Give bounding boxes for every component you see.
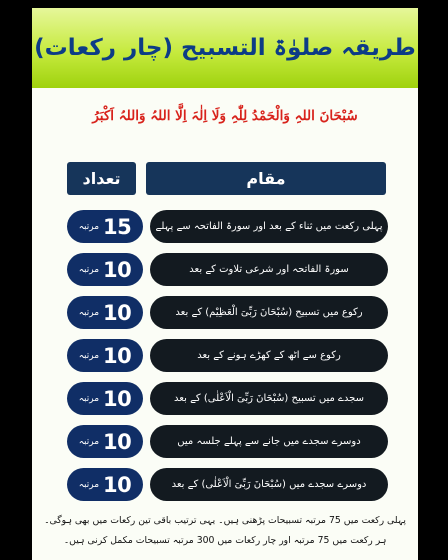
count-value: 10 — [103, 343, 132, 368]
table-row — [67, 296, 388, 329]
tasbeeh-text: سُبْحَانَ اللہِ وَالْحَمْدُ لِلّٰہِ وَلَا اِلٰہَ اِلَّا اللہُ وَاللہُ اَکْبَرُ — [92, 108, 358, 124]
table-row — [67, 339, 388, 372]
table-row — [67, 253, 388, 286]
table-row — [67, 210, 388, 243]
count-pill — [67, 210, 143, 243]
table-row — [67, 468, 388, 501]
count-pill — [67, 253, 143, 286]
count-unit: مرتبہ — [78, 393, 100, 404]
place-text: دوسرے سجدے میں جانے سے پہلے جلسہ میں — [150, 425, 388, 458]
count-unit: مرتبہ — [78, 264, 100, 275]
title-banner — [32, 8, 418, 88]
count-unit: مرتبہ — [78, 350, 100, 361]
place-text: سورۃ الفاتحہ اور شرعی تلاوت کے بعد — [150, 253, 388, 286]
count-unit: مرتبہ — [78, 221, 100, 232]
count-value: 10 — [103, 257, 132, 282]
count-value: 10 — [103, 386, 132, 411]
page-title: طریقہ صلوٰۃ التسبیح (چار رکعات) — [34, 35, 416, 61]
place-text: رکوع میں تسبیح (سُبْحَانَ رَبِّیَ الْعَظِیْم) کے بعد — [150, 296, 388, 329]
count-unit: مرتبہ — [78, 436, 100, 447]
place-text: دوسرے سجدے میں (سُبْحَانَ رَبِّیَ الْاَعْلٰی) کے بعد — [150, 468, 388, 501]
count-pill — [67, 339, 143, 372]
place-column-header: مقام — [146, 162, 386, 195]
place-text: پہلی رکعت میں ثناء کے بعد اور سورۃ الفاتحہ سے پہلے — [150, 210, 388, 243]
count-value: 10 — [103, 300, 132, 325]
count-pill — [67, 296, 143, 329]
info-card — [32, 8, 418, 560]
footer-note: پہلی رکعت میں 75 مرتبہ تسبیحات پڑھنی ہیں۔ یہی ترتیب باقی تین رکعات میں بھی ہوگی۔ — [44, 515, 406, 526]
count-unit: مرتبہ — [78, 307, 100, 318]
count-value: 15 — [103, 214, 132, 239]
count-pill — [67, 382, 143, 415]
count-value: 10 — [103, 429, 132, 454]
count-column-header: تعداد — [67, 162, 136, 195]
place-text: سجدے میں تسبیح (سُبْحَانَ رَبِّیَ الْاَعْلٰی) کے بعد — [150, 382, 388, 415]
table-row — [67, 382, 388, 415]
count-unit: مرتبہ — [78, 479, 100, 490]
count-pill — [67, 468, 143, 501]
footer-note: ہر رکعت میں 75 مرتبہ اور چار رکعات میں 300 مرتبہ تسبیحات مکمل کرنی ہیں۔ — [63, 535, 387, 546]
table-row — [67, 425, 388, 458]
count-pill — [67, 425, 143, 458]
place-text: رکوع سے اٹھ کے کھڑے ہونے کے بعد — [150, 339, 388, 372]
count-value: 10 — [103, 472, 132, 497]
